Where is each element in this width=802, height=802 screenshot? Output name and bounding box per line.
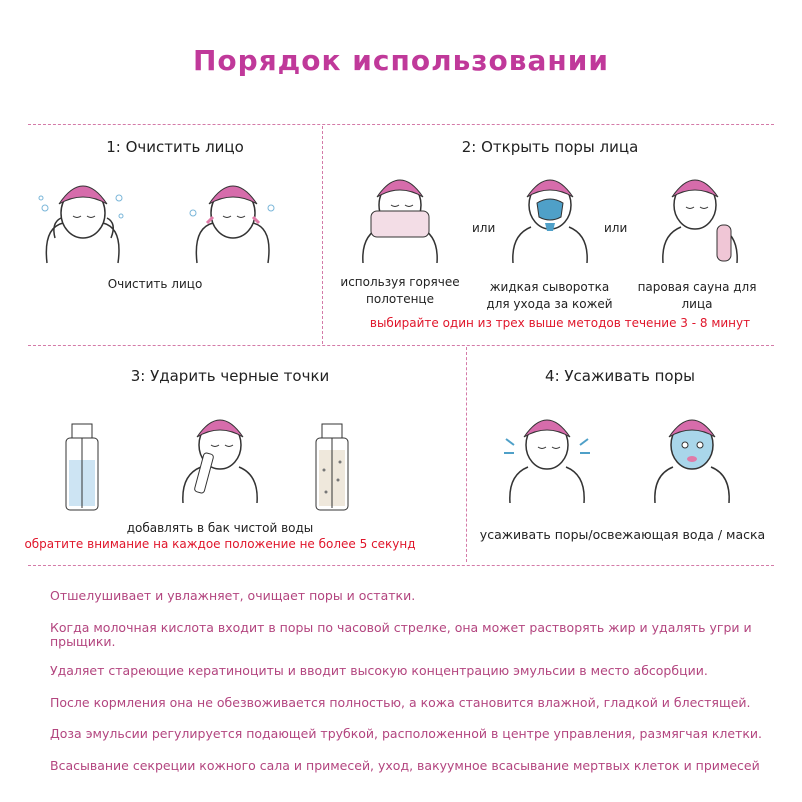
face-wash-illustration-1 [35, 168, 130, 266]
step-4-caption: усаживать поры/освежающая вода / маска [479, 527, 766, 542]
blackhead-suction-illustration [175, 405, 265, 505]
or-label-2: или [604, 221, 628, 235]
benefit-paragraph: Всасывание секреции кожного сала и примесей, уход, вакуумное всасывание мертвых клеток и примесей [50, 758, 760, 773]
face-wash-illustration-2 [185, 168, 280, 266]
benefit-paragraph: Когда молочная кислота входит в поры по часовой стрелке, она может растворять жир и удалять угри и прыщики. [50, 620, 752, 649]
face-mask-illustration [645, 405, 740, 505]
step-2-heading: 2: Открыть поры лица [461, 138, 639, 156]
step-3-heading: 3: Ударить черные точки [130, 367, 330, 385]
benefit-paragraph: Удаляет стареющие кератиноциты и вводит высокую концентрацию эмульсии в место абсорбции. [50, 663, 708, 678]
step-3-note: обратите внимание на каждое положение не более 5 секунд [24, 537, 416, 551]
step-1-heading: 1: Очистить лицо [106, 138, 244, 156]
option-hot-towel: используя горячее полотенце [340, 275, 460, 306]
benefit-paragraph: После кормления она не обезвоживается полностью, а кожа становится влажной, гладкой и блестящей. [50, 695, 751, 710]
benefit-paragraph: Отшелушивает и увлажняет, очищает поры и остатки. [50, 588, 416, 603]
hot-towel-illustration [355, 165, 445, 265]
refreshing-water-illustration [500, 405, 595, 505]
divider-mid [28, 345, 774, 346]
divider-v1 [322, 126, 323, 344]
page-title: Порядок использовании [192, 44, 609, 77]
steam-sauna-illustration [655, 165, 745, 265]
water-tank-dirty-illustration [310, 420, 355, 515]
divider-top [28, 124, 774, 125]
step-1-caption: Очистить лицо [107, 277, 203, 291]
option-steam-sauna: паровая сауна для лица [637, 280, 757, 311]
option-serum: жидкая сыворотка для ухода за кожей [486, 280, 613, 311]
water-tank-clean-illustration [60, 420, 105, 515]
divider-v2 [466, 347, 467, 562]
step-2-note: выбирайте один из трех выше методов течение 3 - 8 минут [369, 316, 751, 330]
step-3-caption: добавлять в бак чистой воды [126, 521, 314, 535]
serum-mask-illustration [505, 165, 595, 265]
or-label-1: или [472, 221, 496, 235]
step-4-heading: 4: Усаживать поры [545, 367, 695, 385]
benefit-paragraph: Доза эмульсии регулируется подающей трубкой, расположенной в центре управления, размягчая клетки. [50, 726, 762, 741]
divider-bottom [28, 565, 774, 566]
